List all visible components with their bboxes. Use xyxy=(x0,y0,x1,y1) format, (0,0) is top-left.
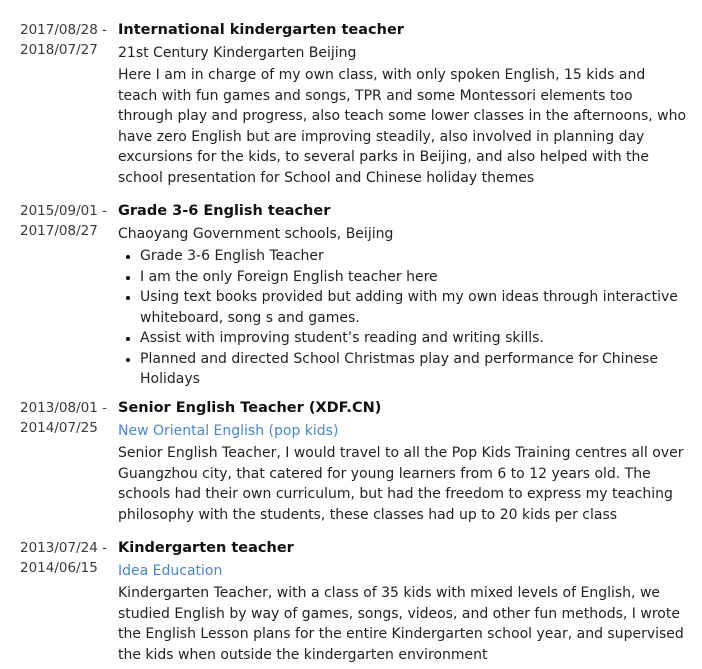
organization-link[interactable]: Idea Education xyxy=(118,563,223,579)
job-description: Senior English Teacher, I would travel to all the Pop Kids Training centres all over Guangzhou city, that catered for young learners from 6 to 12 years old. The schools had their own curriculum, but had the freedom to express my teaching philosophy with the students, these classes had up to 20 kids per class xyxy=(118,445,684,523)
entry-dates xyxy=(20,398,116,438)
date-to: 2014/07/25 xyxy=(20,420,98,436)
date-from: 2013/07/24 - xyxy=(20,540,107,556)
job-title: Kindergarten teacher xyxy=(118,540,294,556)
entry-dates xyxy=(20,20,116,60)
list-item: • Grade 3-6 English Teacher xyxy=(140,246,688,267)
date-from: 2015/09/01 - xyxy=(20,203,107,219)
organization-link[interactable]: New Oriental English (pop kids) xyxy=(118,423,339,439)
date-to: 2018/07/27 xyxy=(20,42,98,58)
job-title: Grade 3-6 English teacher xyxy=(118,203,331,219)
list-item: • I am the only Foreign English teacher here xyxy=(140,267,688,288)
job-title: Senior English Teacher (XDF.CN) xyxy=(118,400,382,416)
date-from: 2017/08/28 - xyxy=(20,22,107,38)
entry-content xyxy=(118,20,688,188)
organization: 21st Century Kindergarten Beijing xyxy=(118,45,357,61)
entry-content xyxy=(118,538,688,665)
entry-dates xyxy=(20,538,116,578)
list-item: • Planned and directed School Christmas play and performance for Chinese Holidays xyxy=(140,349,688,390)
date-to: 2014/06/15 xyxy=(20,560,98,576)
list-item: • Assist with improving student’s reading and writing skills. xyxy=(140,328,688,349)
job-description: Here I am in charge of my own class, with only spoken English, 15 kids and teach with fun games and songs, TPR and some Montessori elements too through play and progress, also teach some lower classes in the afternoons, who have zero English but are improving steadily, also involved in planning day excursions for the kids, to several parks in Beijing, and also helped with the school presentation for School and Chinese holiday themes xyxy=(118,67,687,186)
job-title: International kindergarten teacher xyxy=(118,22,404,38)
duties-list xyxy=(118,246,688,390)
date-to: 2017/08/27 xyxy=(20,223,98,239)
entry-content xyxy=(118,398,688,525)
job-description: Kindergarten Teacher, with a class of 35 kids with mixed levels of English, we studied English by way of games, songs, videos, and other fun methods, I wrote the English Lesson plans for the entire Kindergarten school year, and supervised the kids when outside the kindergarten environment xyxy=(118,585,684,663)
entry-dates xyxy=(20,201,116,241)
organization: Chaoyang Government schools, Beijing xyxy=(118,226,394,242)
entry-content xyxy=(118,201,688,390)
list-item: • Using text books provided but adding with my own ideas through interactive whiteboard, song s and games. xyxy=(140,287,688,328)
date-from: 2013/08/01 - xyxy=(20,400,107,416)
